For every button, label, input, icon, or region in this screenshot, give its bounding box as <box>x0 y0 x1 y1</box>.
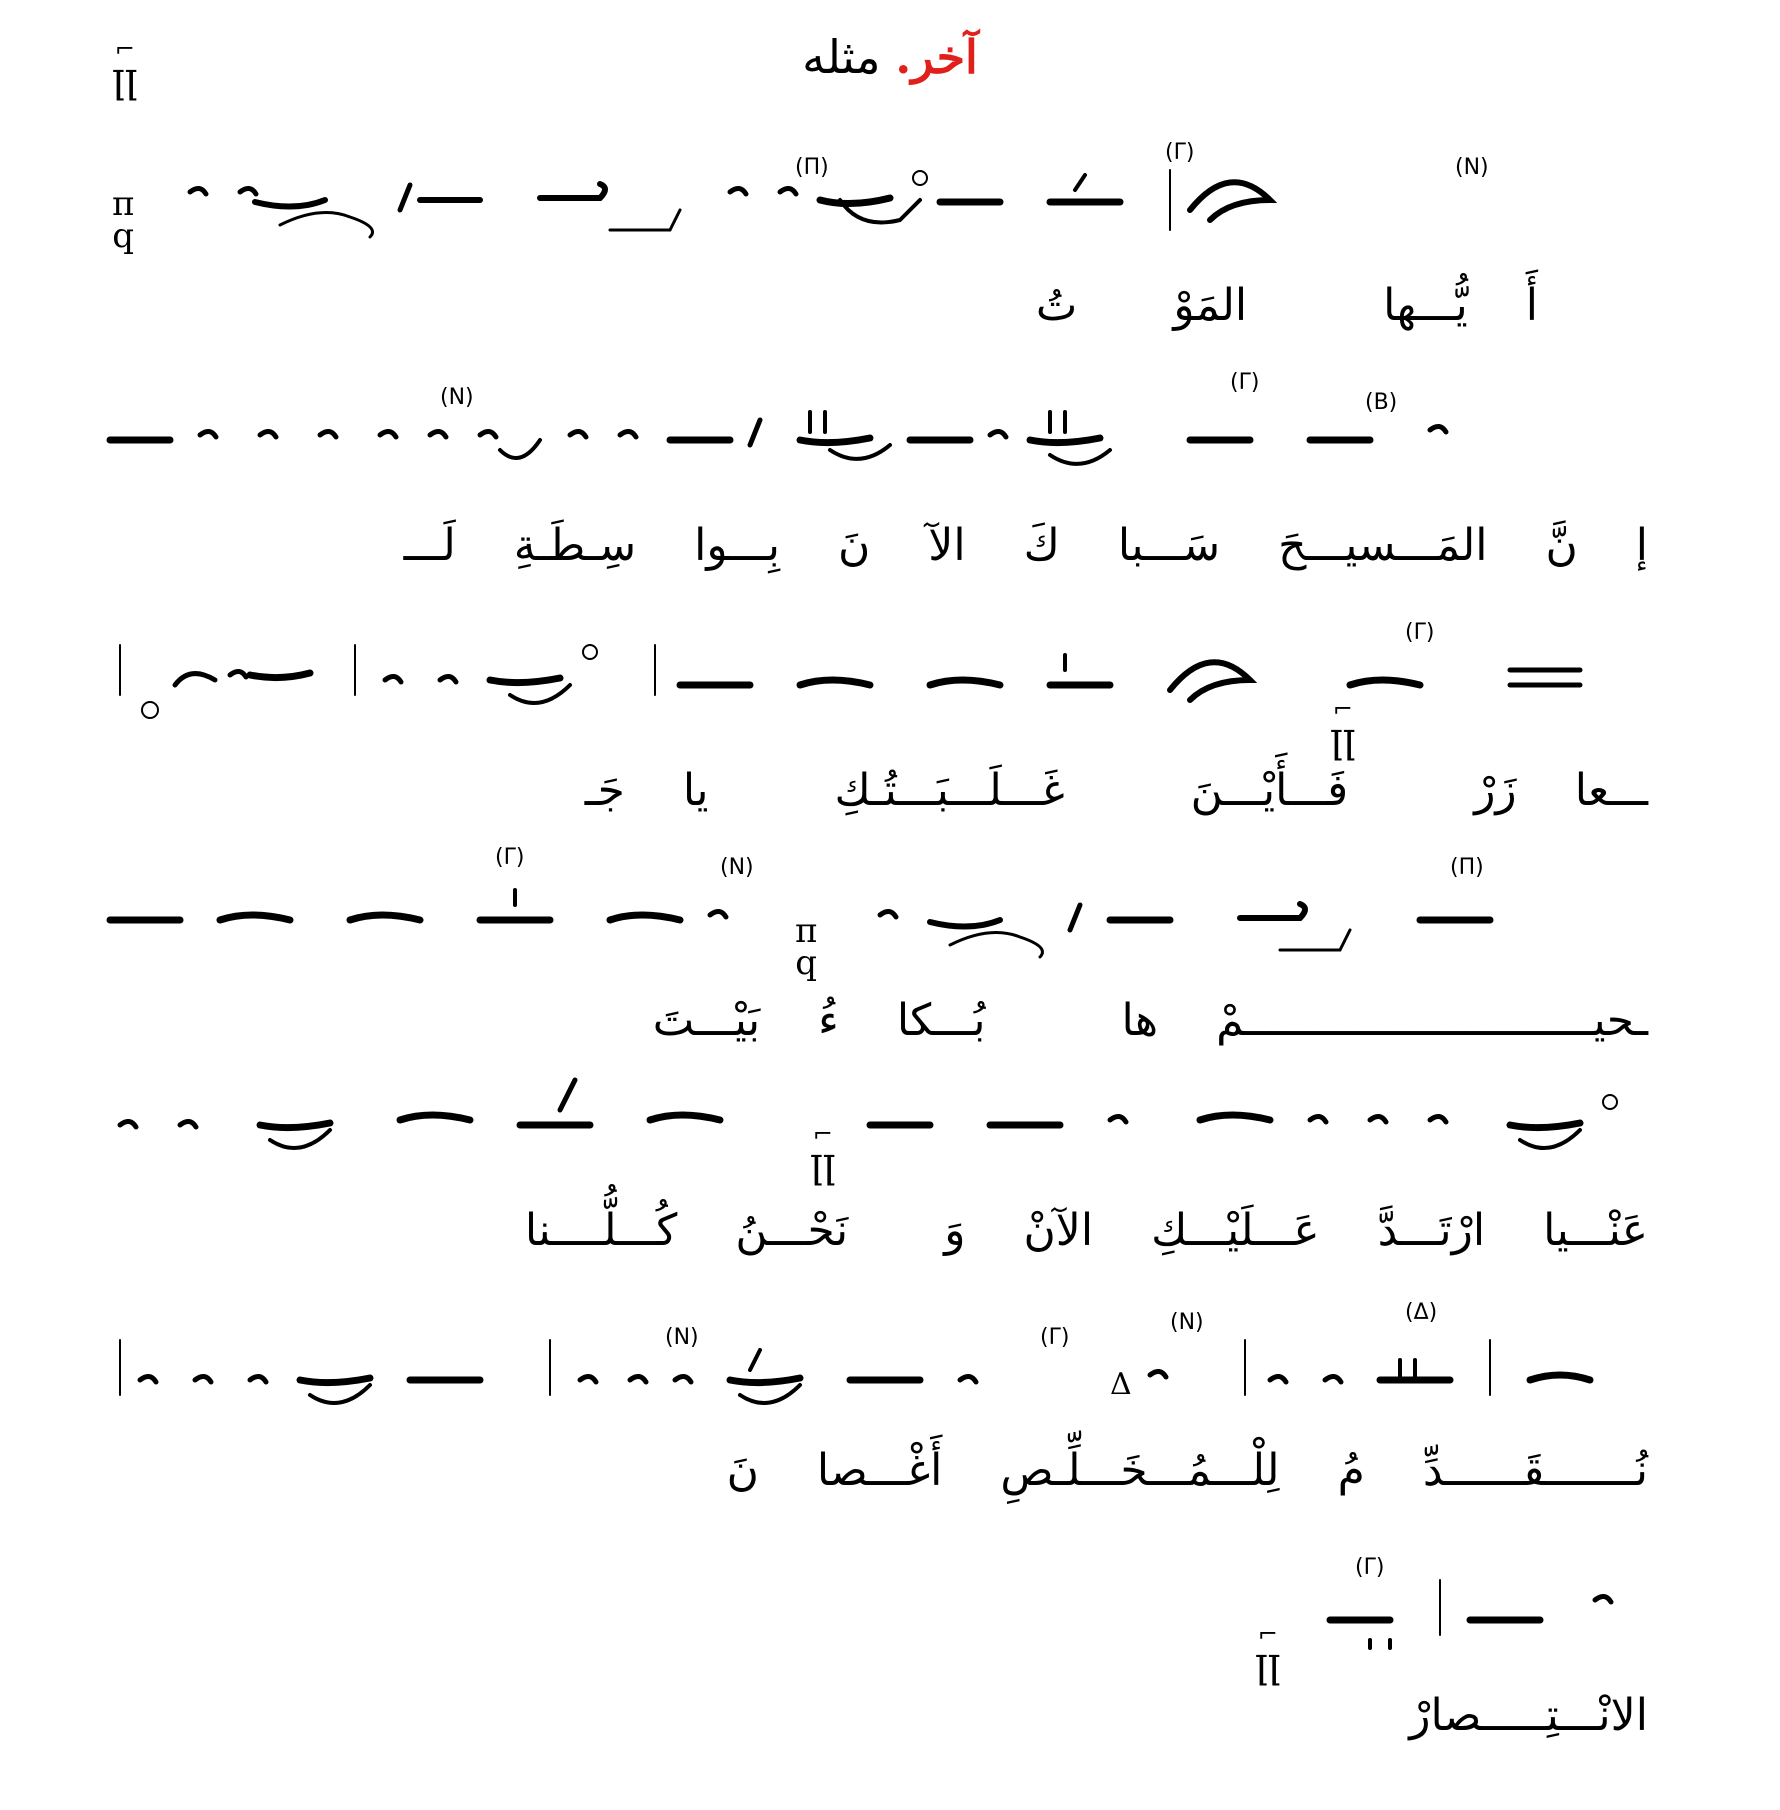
interval-sign: (Γ) <box>495 845 525 870</box>
syllable: جَـ <box>584 765 625 816</box>
neume-row-7-svg <box>1320 1580 1660 1680</box>
interval-sign: (Γ) <box>1040 1325 1070 1350</box>
interval-sign: (N) <box>665 1325 699 1350</box>
mode-signature-top: ⌐ ꞁꞁ <box>112 35 138 101</box>
syllable: بِـــوا <box>694 520 780 571</box>
syllable: ـحيـــــــــــــــــــــــــــمْ <box>1216 995 1648 1046</box>
syllable: سَـــبا <box>1117 520 1221 571</box>
interval-sign: (Δ) <box>1405 1300 1438 1325</box>
syllable: أَغْـــصا <box>816 1445 943 1496</box>
mode-signature-row7: ⌐ ꞁꞁ <box>1255 1620 1281 1686</box>
lyric-line-4 <box>631 995 1670 1046</box>
syllable: نَحْـــنُ <box>735 1205 849 1256</box>
syllable: نَّ <box>1545 520 1578 571</box>
syllable: زَرْ <box>1474 765 1517 816</box>
syllable: يا <box>682 765 709 816</box>
interval-sign: (N) <box>1455 155 1489 180</box>
syllable: عَنْـــيا <box>1543 1205 1648 1256</box>
lyric-line-1 <box>1014 280 1560 331</box>
neume-row-2 <box>110 400 1650 480</box>
syllable: الانْـــتِـــــصارْ <box>1409 1690 1648 1741</box>
interval-sign: (Π) <box>1450 855 1484 880</box>
mode-signature-row4: π q <box>795 911 818 983</box>
syllable: نُـــــــقَــــــدِّ <box>1422 1445 1648 1496</box>
syllable: غَـــلَـــبَـــتُـكِ <box>834 765 1065 816</box>
interval-sign: (N) <box>1170 1310 1204 1335</box>
neume-row-3 <box>110 640 1650 720</box>
syllable: ها <box>1121 995 1159 1046</box>
syllable: الآ <box>928 520 966 571</box>
neume-row-1-svg <box>170 160 1560 260</box>
syllable: وَ <box>944 1205 966 1256</box>
syllable: ـــعا <box>1574 765 1648 816</box>
interval-sign: (B) <box>1365 390 1398 415</box>
syllable: إ <box>1635 520 1648 571</box>
interval-sign: (Γ) <box>1405 620 1435 645</box>
header-title-rest: مثله <box>802 30 881 84</box>
neume-row-4 <box>110 880 1650 960</box>
header-title-red: آخر. <box>895 30 978 84</box>
syllable: ارْتَـــدَّ <box>1377 1205 1486 1256</box>
lyric-line-2 <box>382 520 1670 571</box>
syllable: كَ <box>1023 520 1060 571</box>
mode-signature-row5: ⌐ ꞁꞁ <box>810 1120 836 1186</box>
neume-row-4-svg <box>110 880 1650 990</box>
neume-row-6 <box>110 1340 1650 1420</box>
syllable: عَـــلَيْـــكِ <box>1151 1205 1320 1256</box>
syllable: كُـــلُّــــنا <box>524 1205 678 1256</box>
page-header <box>0 30 1780 84</box>
lyric-line-3 <box>563 765 1670 816</box>
syllable: لِلْـــمُـــخَـــلِّـصِ <box>1000 1445 1280 1496</box>
syllable: بُـــكا <box>896 995 986 1046</box>
neume-row-7 <box>1320 1580 1660 1660</box>
neume-row-2-svg <box>110 400 1650 500</box>
syllable: نَ <box>837 520 871 571</box>
interval-sign: (N) <box>440 385 474 410</box>
syllable: المَـــسيـــحَ <box>1278 520 1488 571</box>
syllable: نَ <box>726 1445 759 1496</box>
syllable: أَ <box>1525 280 1538 331</box>
neume-row-5-svg <box>110 1080 1650 1190</box>
interval-sign: (N) <box>720 855 754 880</box>
neume-row-1 <box>170 160 1560 240</box>
lyric-line-7 <box>1387 1690 1670 1741</box>
syllable: لَـــ <box>403 520 456 571</box>
mode-signature-row6: Δ <box>1110 1367 1132 1402</box>
interval-sign: (Γ) <box>1165 140 1195 165</box>
interval-sign: (Γ) <box>1355 1555 1385 1580</box>
mode-signature-row1: π q <box>112 184 135 256</box>
syllable: مُ <box>1337 1445 1365 1496</box>
syllable: يُّـــها <box>1383 280 1468 331</box>
syllable: بَيْـــتَ <box>652 995 761 1046</box>
interval-sign: (Γ) <box>1230 370 1260 395</box>
mode-signature-row3: ⌐ ꞁꞁ <box>1330 695 1356 761</box>
syllable: فَـــأَيْـــنَ <box>1190 765 1349 816</box>
syllable: الآنْ <box>1023 1205 1094 1256</box>
lyric-line-5 <box>503 1205 1670 1256</box>
neume-row-3-svg <box>110 640 1650 740</box>
syllable: المَوْ <box>1173 280 1248 331</box>
syllable: ءُ <box>818 995 839 1046</box>
neume-row-6-svg <box>110 1340 1650 1450</box>
neume-row-5 <box>110 1080 1650 1160</box>
syllable: سِـطَـةِ <box>513 520 637 571</box>
interval-sign: (Π) <box>795 155 829 180</box>
syllable: تُ <box>1035 280 1078 331</box>
lyric-line-6 <box>607 1445 1670 1496</box>
